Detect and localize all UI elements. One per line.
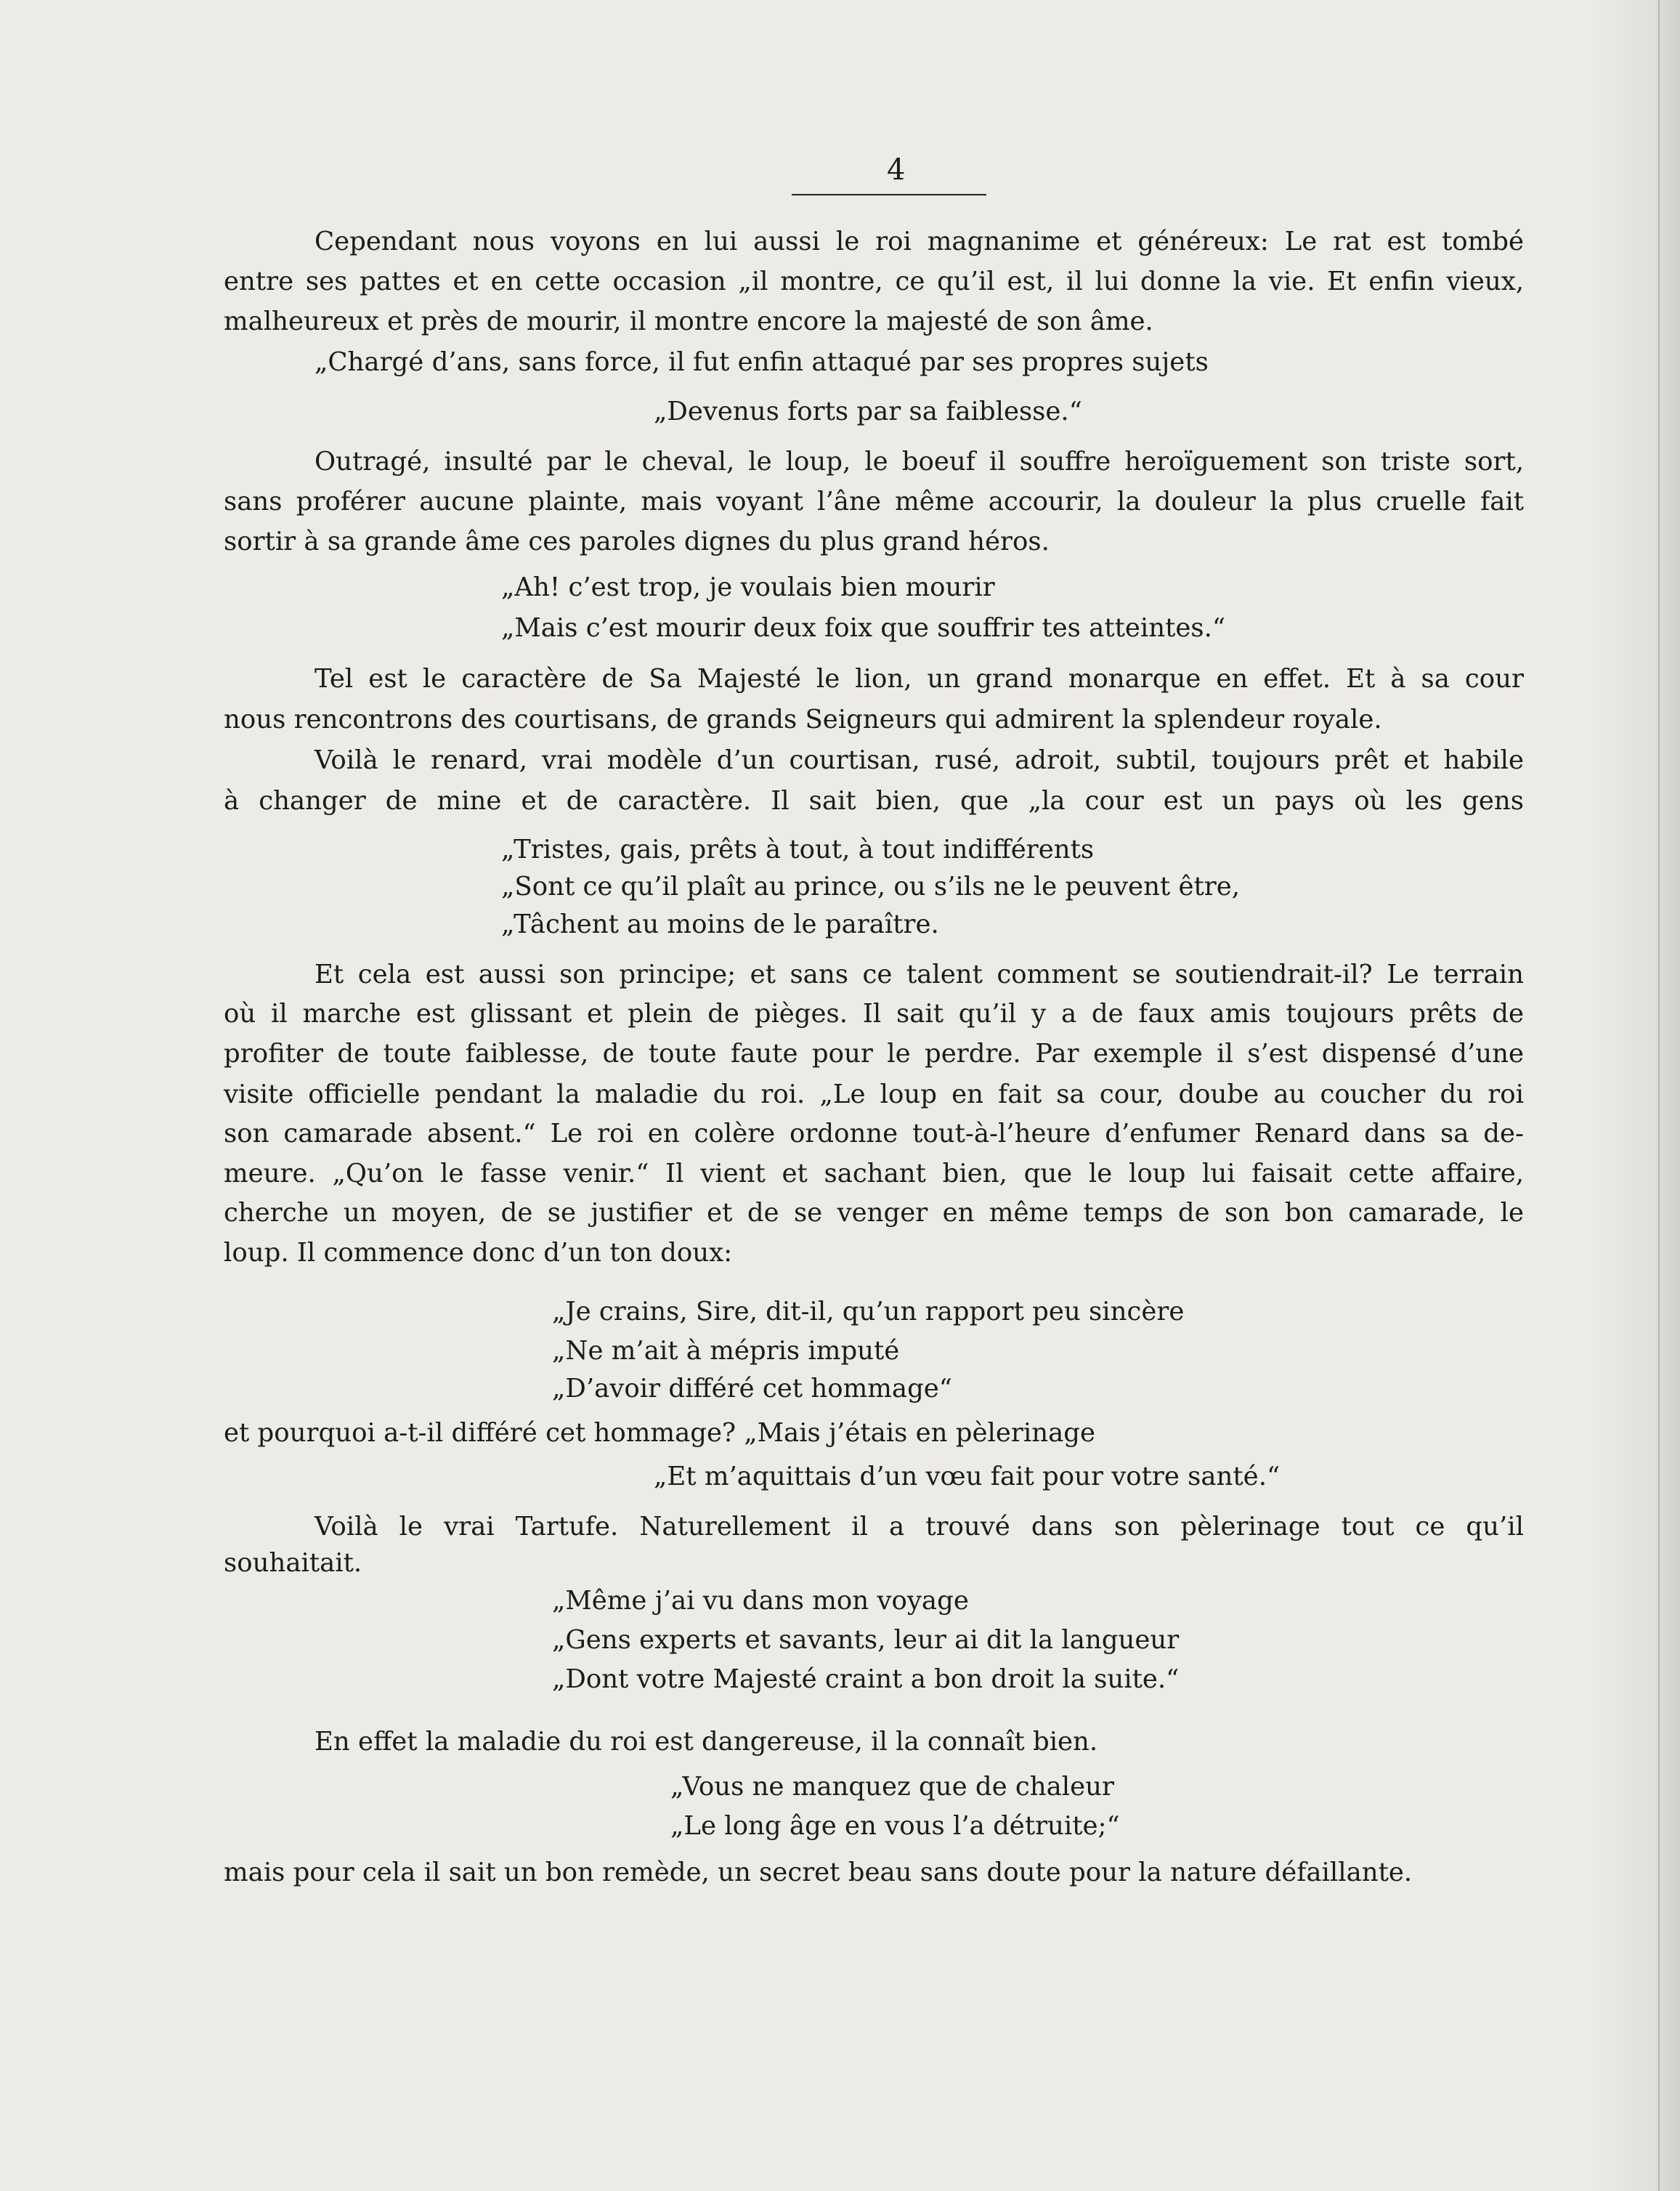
text-line: meure. „Qu’on le fasse venir.“ Il vient et sachant bien, que le loup lui faisait cette affaire, <box>224 1159 1524 1188</box>
header-rule <box>792 194 986 195</box>
verse-line: „Le long âge en vous l’a détruite;“ <box>670 1811 1120 1841</box>
verse-line: „Même j’ai vu dans mon voyage <box>552 1586 969 1616</box>
verse-line: „Je crains, Sire, dit-il, qu’un rapport peu sincère <box>552 1297 1185 1327</box>
text-line: „Chargé d’ans, sans force, il fut enfin attaqué par ses propres sujets <box>315 347 1209 377</box>
page-edge-shadow <box>1593 0 1680 2191</box>
text-line: son camarade absent.“ Le roi en colère ordonne tout-à-l’heure d’enfumer Renard dans sa de- <box>224 1119 1524 1149</box>
text-line: et pourquoi a-t-il différé cet hommage? „Mais j’étais en pèlerinage <box>224 1418 1095 1448</box>
text-line: Voilà le vrai Tartufe. Naturellement il a trouvé dans son pèlerinage tout ce qu’il <box>315 1512 1524 1542</box>
text-line: En effet la maladie du roi est dangereuse, il la connaît bien. <box>315 1727 1098 1757</box>
text-line: Cependant nous voyons en lui aussi le roi magnanime et généreux: Le rat est tombé <box>315 227 1524 256</box>
text-line: profiter de toute faiblesse, de toute faute pour le perdre. Par exemple il s’est dispensé d’une <box>224 1039 1524 1069</box>
text-line: nous rencontrons des courtisans, de grands Seigneurs qui admirent la splendeur royale. <box>224 705 1382 734</box>
verse-line: „Et m’aquittais d’un vœu fait pour votre santé.“ <box>654 1462 1281 1491</box>
verse-line: „Gens experts et savants, leur ai dit la langueur <box>552 1625 1180 1655</box>
text-line: loup. Il commence donc d’un ton doux: <box>224 1238 733 1268</box>
page-number: 4 <box>887 153 906 187</box>
verse-line: „Ne m’ait à mépris imputé <box>552 1336 900 1366</box>
text-line: entre ses pattes et en cette occasion „il montre, ce qu’il est, il lui donne la vie. Et enfin vieux, <box>224 267 1524 296</box>
text-line: malheureux et près de mourir, il montre encore la majesté de son âme. <box>224 307 1153 336</box>
text-line: Et cela est aussi son principe; et sans ce talent comment se soutiendrait-il? Le terrain <box>315 960 1524 989</box>
page-edge-line <box>1658 0 1660 2191</box>
verse-line: „Devenus forts par sa faiblesse.“ <box>654 397 1082 426</box>
verse-line: „Ah! c’est trop, je voulais bien mourir <box>501 572 995 602</box>
verse-line: „D’avoir différé cet hommage“ <box>552 1374 952 1404</box>
verse-line: „Mais c’est mourir deux foix que souffrir tes atteintes.“ <box>501 613 1226 643</box>
text-line: Outragé, insulté par le cheval, le loup, le boeuf il souffre heroïguement son triste sort, <box>315 447 1524 477</box>
verse-line: „Tristes, gais, prêts à tout, à tout indifférents <box>501 835 1095 864</box>
text-line: Tel est le caractère de Sa Majesté le lion, un grand monarque en effet. Et à sa cour <box>315 664 1524 694</box>
text-line: mais pour cela il sait un bon remède, un secret beau sans doute pour la nature défaillante. <box>224 1858 1413 1887</box>
text-line: sortir à sa grande âme ces paroles dignes du plus grand héros. <box>224 527 1050 556</box>
text-line: sans proférer aucune plainte, mais voyant l’âne même accourir, la douleur la plus cruelle fait <box>224 487 1524 517</box>
text-line: à changer de mine et de caractère. Il sait bien, que „la cour est un pays où les gens <box>224 786 1524 816</box>
text-line: où il marche est glissant et plein de pièges. Il sait qu’il y a de faux amis toujours prêts de <box>224 999 1524 1029</box>
text-line: Voilà le renard, vrai modèle d’un courtisan, rusé, adroit, subtil, toujours prêt et habile <box>315 745 1524 775</box>
verse-line: „Tâchent au moins de le paraître. <box>501 910 939 939</box>
text-line: souhaitait. <box>224 1548 362 1578</box>
text-line: cherche un moyen, de se justifier et de se venger en même temps de son bon camarade, le <box>224 1198 1524 1228</box>
verse-line: „Sont ce qu’il plaît au prince, ou s’ils ne le peuvent être, <box>501 872 1241 902</box>
verse-line: „Vous ne manquez que de chaleur <box>670 1772 1115 1802</box>
text-line: visite officielle pendant la maladie du roi. „Le loup en fait sa cour, doube au coucher du roi <box>224 1080 1524 1109</box>
verse-line: „Dont votre Majesté craint a bon droit la suite.“ <box>552 1664 1180 1694</box>
